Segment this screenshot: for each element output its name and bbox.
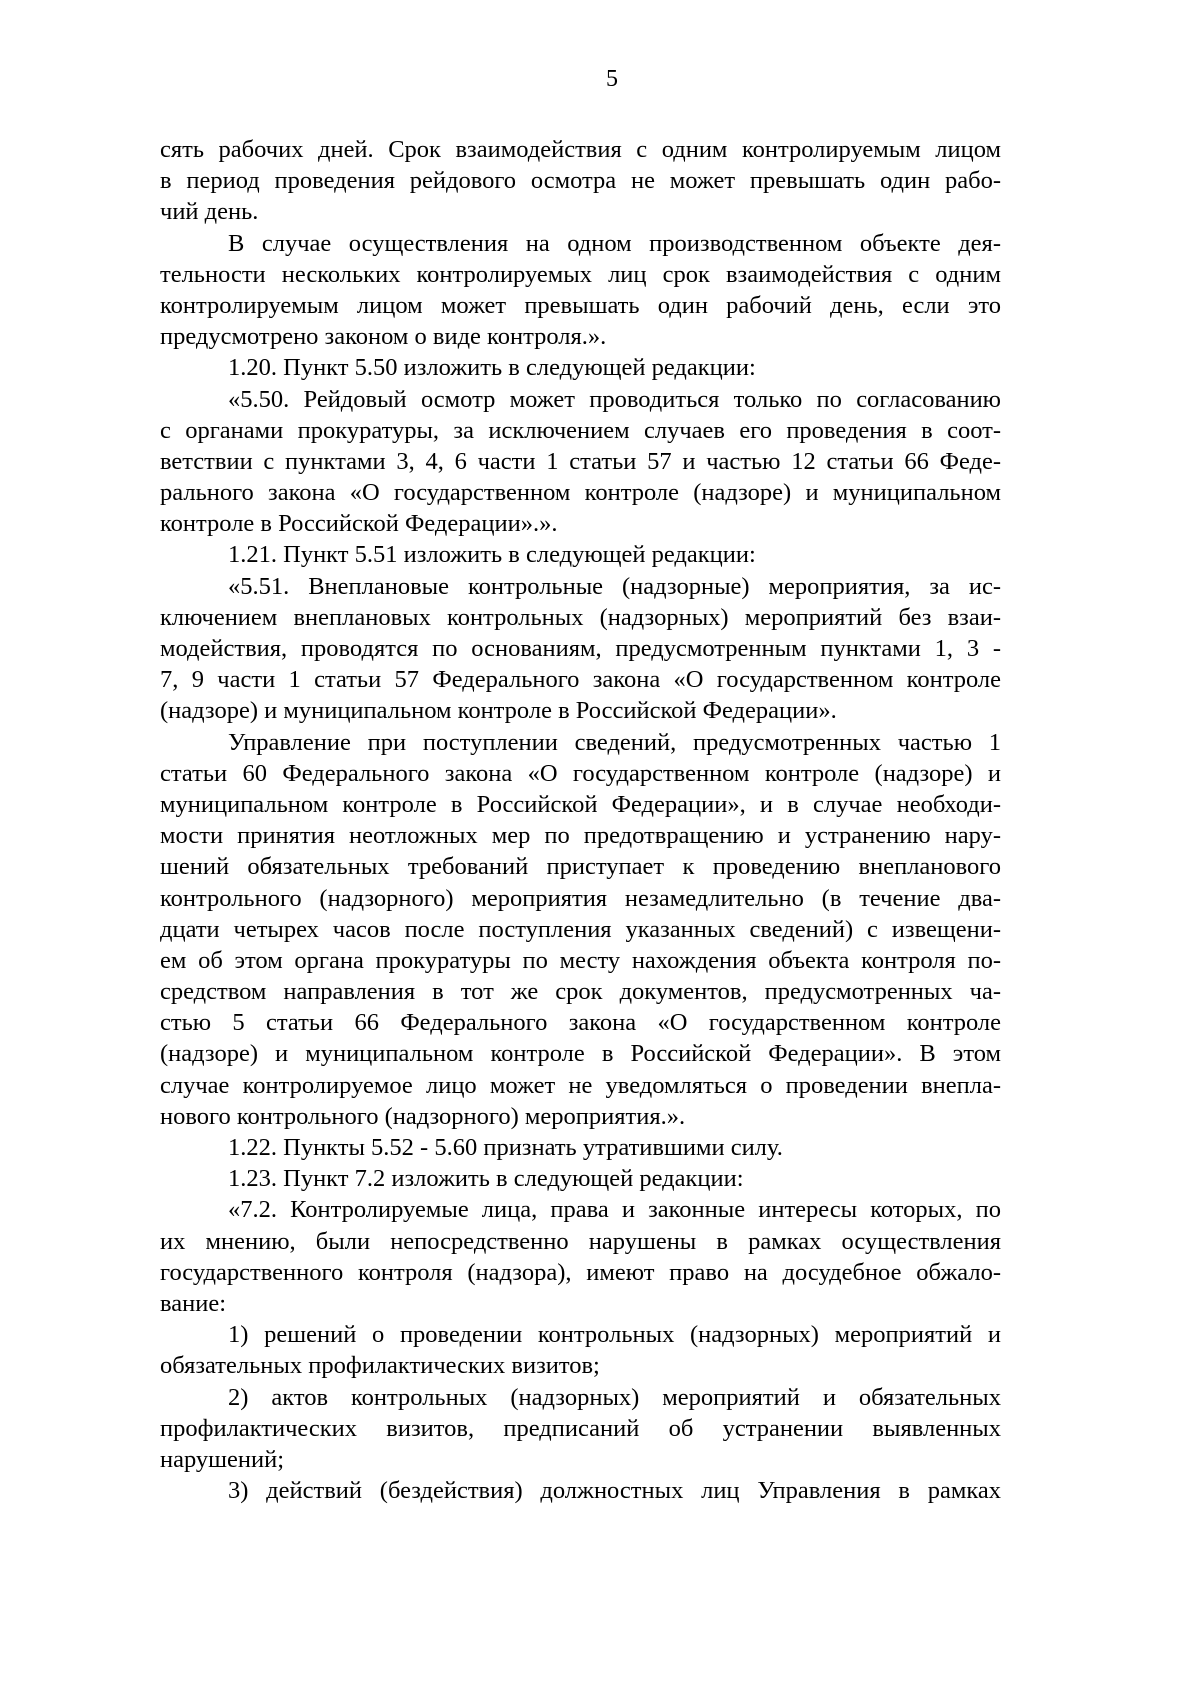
text-line: (надзоре) и муниципальном контроле в Российской Федерации». (160, 697, 837, 725)
text-line: случае контролируемое лицо может не уведомляться о проведении внепла- (160, 1071, 1001, 1099)
text-line: предусмотрено законом о виде контроля.». (160, 323, 607, 351)
text-line: «5.51. Внеплановые контрольные (надзорные) мероприятия, за ис- (228, 572, 1001, 600)
text-line: тельности нескольких контролируемых лиц срок взаимодействия с одним (160, 260, 1001, 288)
text-line: государственного контроля (надзора), имеют право на досудебное обжало- (160, 1258, 1001, 1286)
text-line: нарушений; (160, 1445, 285, 1473)
text-line: сять рабочих дней. Срок взаимодействия с одним контролируемым лицом (160, 136, 1001, 163)
text-line: модействия, проводятся по основаниям, предусмотренным пунктами 1, 3 - (160, 635, 1001, 662)
document-body (160, 134, 1001, 1506)
text-line: 1) решений о проведении контрольных (надзорных) мероприятий и (228, 1321, 1001, 1349)
text-line: с органами прокуратуры, за исключением случаев его проведения в соот- (160, 416, 1001, 444)
text-line: 1.21. Пункт 5.51 изложить в следующей редакции: (228, 541, 756, 569)
text-line: нового контрольного (надзорного) мероприятия.». (160, 1102, 686, 1130)
text-line: в период проведения рейдового осмотра не может превышать один рабо- (160, 167, 1001, 195)
text-line: рального закона «О государственном контроле (надзоре) и муниципальном (160, 479, 1001, 507)
text-line: 7, 9 части 1 статьи 57 Федерального закона «О государственном контроле (160, 666, 1001, 694)
text-line: ключением внеплановых контрольных (надзорных) мероприятий без взаи- (160, 603, 1001, 631)
text-line: контрольного (надзорного) мероприятия незамедлительно (в течение два- (160, 884, 1001, 912)
text-line: 1.20. Пункт 5.50 изложить в следующей редакции: (228, 354, 756, 382)
text-line: 2) актов контрольных (надзорных) мероприятий и обязательных (228, 1383, 1001, 1411)
text-line: контроле в Российской Федерации».». (160, 510, 558, 538)
text-line: стью 5 статьи 66 Федерального закона «О государственном контроле (160, 1009, 1001, 1037)
page-number: 5 (606, 66, 618, 92)
text-line: В случае осуществления на одном производственном объекте дея- (228, 229, 1001, 257)
text-line: Управление при поступлении сведений, предусмотренных частью 1 (228, 728, 1001, 756)
text-line: ветствии с пунктами 3, 4, 6 части 1 статьи 57 и частью 12 статьи 66 Феде- (160, 447, 1001, 475)
text-line: профилактических визитов, предписаний об устранении выявленных (160, 1414, 1001, 1442)
text-line: чий день. (160, 198, 259, 226)
text-line: (надзоре) и муниципальном контроле в Российской Федерации». В этом (160, 1040, 1001, 1068)
text-line: статьи 60 Федерального закона «О государственном контроле (надзоре) и (160, 759, 1001, 787)
text-line: вание: (160, 1289, 227, 1317)
text-line: «5.50. Рейдовый осмотр может проводиться только по согласованию (228, 385, 1001, 413)
text-line: ем об этом органа прокуратуры по месту нахождения объекта контроля по- (160, 946, 1001, 974)
text-line: 1.23. Пункт 7.2 изложить в следующей редакции: (228, 1165, 744, 1193)
text-line: шений обязательных требований приступает к проведению внепланового (160, 853, 1001, 881)
text-line: «7.2. Контролируемые лица, права и законные интересы которых, по (228, 1196, 1001, 1224)
text-line: средством направления в тот же срок документов, предусмотренных ча- (160, 978, 1001, 1006)
text-line: дцати четырех часов после поступления указанных сведений) с извещени- (160, 915, 1001, 943)
text-line: муниципальном контроле в Российской Федерации», и в случае необходи- (160, 790, 1001, 818)
text-line: обязательных профилактических визитов; (160, 1352, 600, 1380)
text-line: 1.22. Пункты 5.52 - 5.60 признать утратившими силу. (228, 1134, 783, 1161)
text-line: их мнению, были непосредственно нарушены в рамках осуществления (160, 1227, 1001, 1255)
text-line: 3) действий (бездействия) должностных лиц Управления в рамках (228, 1477, 1001, 1505)
text-line: мости принятия неотложных мер по предотвращению и устранению нару- (160, 822, 1001, 850)
text-line: контролируемым лицом может превышать один рабочий день, если это (160, 291, 1001, 319)
